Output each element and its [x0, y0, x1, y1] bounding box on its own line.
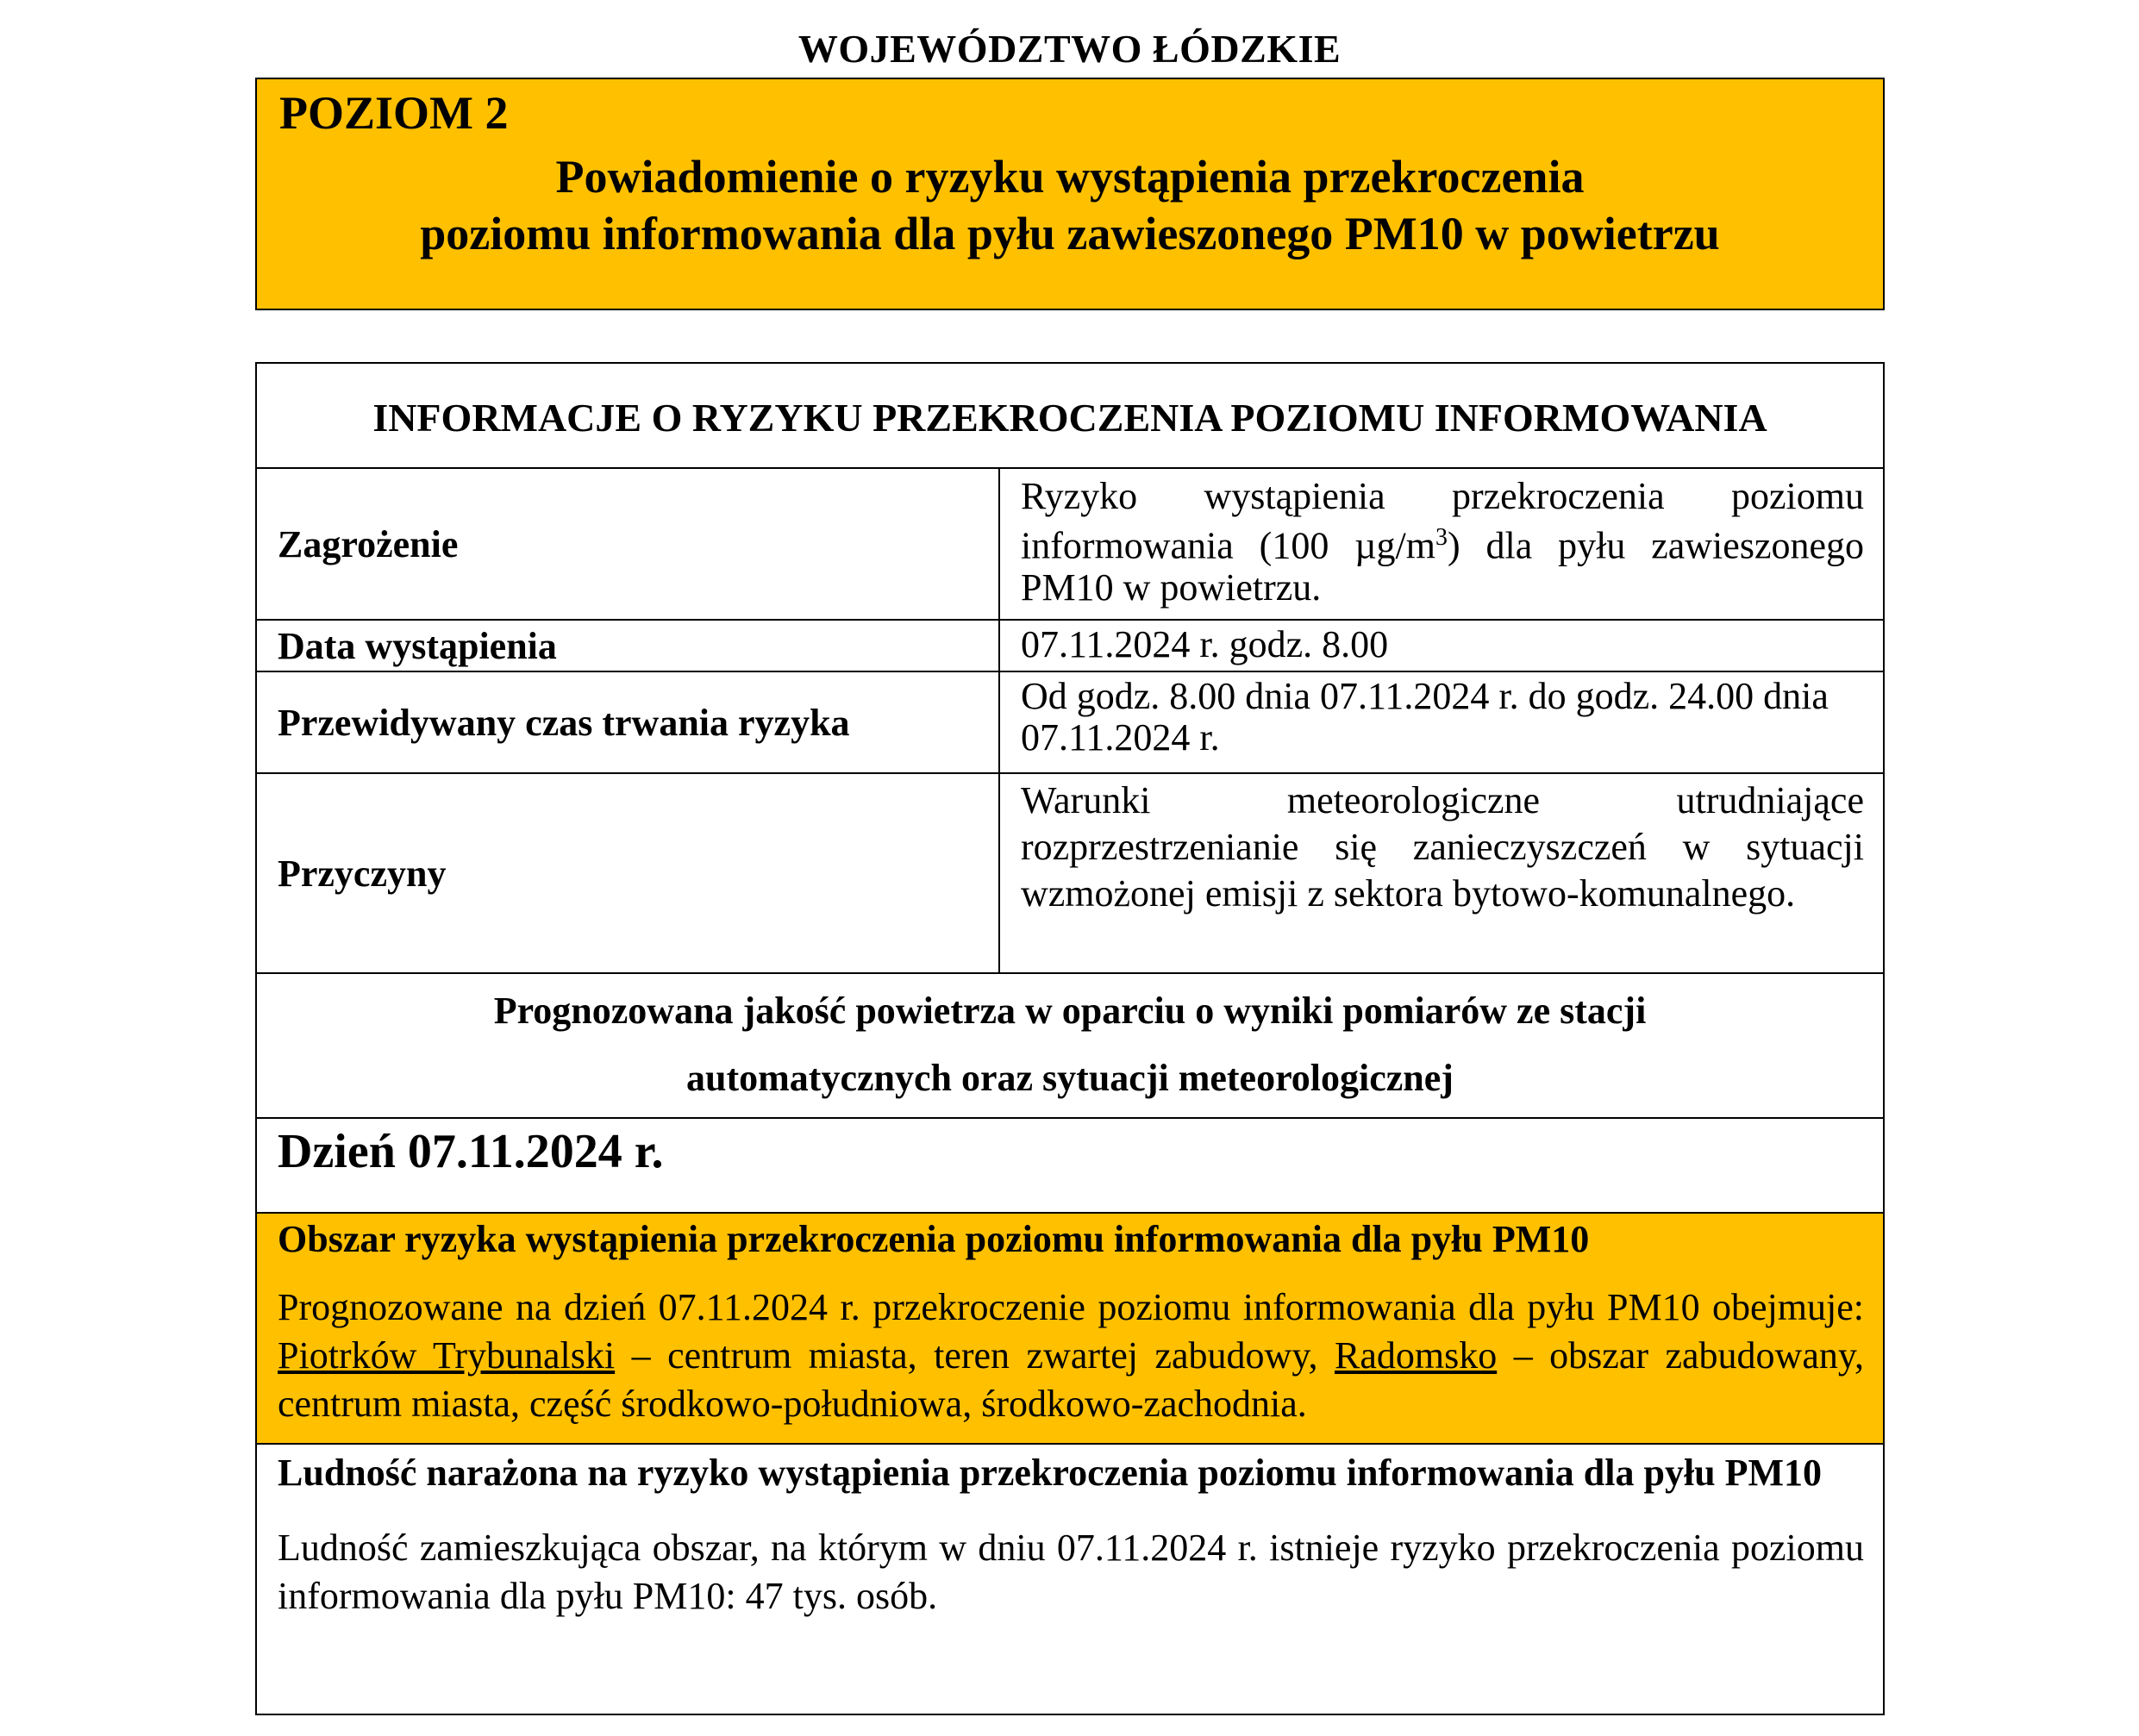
area-text-end: – obszar zabudowany, centrum miasta, część środkowo-południowa, środkowo-zachodnia.	[278, 1334, 1865, 1425]
area-text-intro: Prognozowane na dzień 07.11.2024 r. przekroczenie poziomu informowania dla pyłu PM10 obejmuje:	[278, 1286, 1864, 1328]
day-row	[257, 1119, 1883, 1214]
population-section	[257, 1445, 1883, 1714]
row-zagrozenie	[257, 469, 1883, 621]
area-place-piotrkow: Piotrków Trybunalski	[278, 1334, 616, 1377]
value-zagrozenie-text-end: ) dla pyłu zawieszonego PM10 w powietrzu.	[1021, 524, 1864, 609]
info-header-row	[257, 364, 1883, 469]
value-zagrozenie-text: Ryzyko wystąpienia przekroczenia poziomu informowania (100 µg/m	[1021, 475, 1864, 567]
forecast-day: Dzień 07.11.2024 r.	[278, 1125, 664, 1178]
forecast-header-line-1: Prognozowana jakość powietrza w oparciu o wyniki pomiarów ze stacji	[493, 990, 1647, 1032]
alert-title-line-1: Powiadomienie o ryzyku wystąpienia przekroczenia	[555, 151, 1585, 203]
info-header: INFORMACJE O RYZYKU PRZEKROCZENIA POZIOMU INFORMOWANIA	[372, 396, 1767, 440]
value-zagrozenie	[1000, 469, 1883, 619]
forecast-header	[257, 974, 1883, 1112]
value-data: 07.11.2024 r. godz. 8.00	[1021, 623, 1389, 665]
area-title: Obszar ryzyka wystąpienia przekroczenia poziomu informowania dla pyłu PM10	[278, 1218, 1590, 1260]
area-section	[257, 1214, 1883, 1445]
value-zagrozenie-superscript: 3	[1435, 524, 1448, 551]
alert-level-box	[255, 78, 1885, 310]
value-przyczyny: Warunki meteorologiczne utrudniające rozprzestrzenianie się zanieczyszczeń w sytuacji wzmożonej emisji z sektora bytowo-komunalnego.	[1021, 779, 1864, 915]
alert-title-line-2: poziomu informowania dla pyłu zawieszonego PM10 w powietrzu	[420, 208, 1720, 259]
population-text: Ludność zamieszkująca obszar, na którym w dniu 07.11.2024 r. istnieje ryzyko przekroczenia poziomu informowania dla pyłu PM10: 47 tys. osób.	[278, 1527, 1864, 1617]
row-data	[257, 621, 1883, 672]
alert-title	[257, 148, 1883, 262]
forecast-header-line-2: automatycznych oraz sytuacji meteorologicznej	[686, 1057, 1454, 1099]
label-przyczyny: Przyczyny	[257, 774, 1000, 972]
row-przyczyny	[257, 774, 1883, 974]
population-title: Ludność narażona na ryzyko wystąpienia przekroczenia poziomu informowania dla pyłu PM10	[278, 1452, 1823, 1494]
alert-level-label: POZIOM 2	[279, 87, 509, 139]
area-place-radomsko: Radomsko	[1334, 1334, 1498, 1377]
area-text-middle: – centrum miasta, teren zwartej zabudowy,	[615, 1334, 1335, 1377]
value-czas: Od godz. 8.00 dnia 07.11.2024 r. do godz. 24.00 dnia 07.11.2024 r.	[1021, 675, 1829, 759]
info-table	[255, 362, 1885, 1715]
label-zagrozenie: Zagrożenie	[257, 469, 1000, 619]
forecast-header-row	[257, 974, 1883, 1119]
area-text	[257, 1283, 1883, 1428]
label-data: Data wystąpienia	[257, 621, 1000, 671]
label-czas: Przewidywany czas trwania ryzyka	[257, 672, 1000, 772]
region-title: WOJEWÓDZTWO ŁÓDZKIE	[797, 27, 1342, 71]
row-czas	[257, 672, 1883, 774]
